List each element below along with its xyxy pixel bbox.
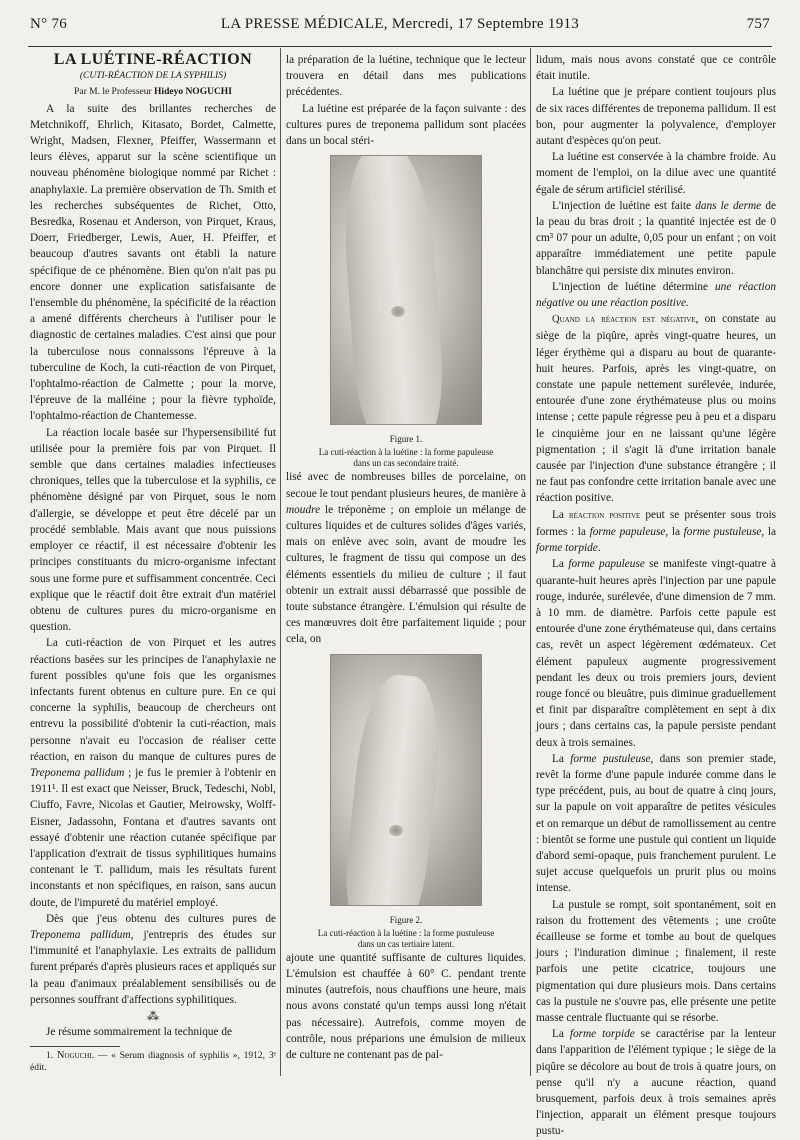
header-rule bbox=[28, 46, 772, 47]
paragraph: La pustule se rompt, soit spontanément, soit en raison du frottement des vêtements ; une croûte écailleuse se forme et tombe au bout de quelques jours ; l'induration diminue ; finalement, il reste parfois une petite cicatrice, toujours une pigmentation qui dure plusieurs mois. Dans certains cas la pustule ne s'ouvre pas, elle présente une petite masse centrale fluctuante qui se résorbe. bbox=[536, 898, 776, 1024]
figure-2-photo bbox=[330, 654, 482, 906]
author-name: Hideyo NOGUCHI bbox=[154, 87, 232, 98]
column-2 bbox=[286, 52, 526, 1063]
byline bbox=[30, 84, 276, 100]
paragraph: La réaction locale basée sur l'hypersensibilité fut utilisée pour la première fois par von Pirquet. Il semble que dans certaines maladies infectieuses chroniques, telles que la tuberculose et la syphilis, ce phénomène désigné par von Pirquet, sous le nom d'allergie, se développe et peut être décelé par un procédé semblable. Mais avant que nous puissions employer ce réactif, il est nécessaire d'obtenir les principes constituants du micro-organisme infectant sous une forme pure et suffisamment concentrée. Ceci explique que le réactif doit être extrait d'un matériel obtenu de cultures pures du micro-organisme en question. bbox=[30, 426, 276, 634]
column-divider bbox=[280, 48, 281, 1076]
issue-number: N° 76 bbox=[30, 16, 68, 32]
byline-prefix: Par M. le Professeur bbox=[74, 87, 152, 98]
paragraph: La luétine que je prépare contient toujours plus de six races différentes de treponema pallidum. Il est bon, pour augmenter la polyvalence, d'employer autant d'espèces qu'on peut. bbox=[536, 86, 776, 148]
page-number: 757 bbox=[746, 16, 770, 32]
paragraph: ajoute une quantité suffisante de cultures liquides. L'émulsion est chauffée à 60° C. pendant trente minutes (autrefois, nous chauffions une heure, mais nous avons constaté qu'un temps aussi long n'était pas nécessaire). Autrefois, comme moyen de contrôle, nous préparions une émulsion de milieux de culture ne contenant pas de pal- bbox=[286, 951, 526, 1062]
paragraph: La forme pustuleuse, dans son premier stade, revêt la forme d'une papule indurée comme dans le type précédent, puis, au bout de quatre à cinq jours, sur la papule on voit apparaître de petites vésicules et on remarque un début de ramollissement au centre : bientôt se forme une pustule qui contient un liquide d'abord semi-opaque, puis franchement purulent. Le sujet accuse quelquefois un prurit plus ou moins intense. bbox=[536, 752, 776, 895]
column-divider bbox=[530, 48, 531, 1076]
paragraph: La forme papuleuse se manifeste vingt-quatre à quarante-huit heures après l'injection par une papule rouge, indurée, surélevée, d'une dimension de 7 mm. à 10 mm. de diamètre. Parfois cette papule est entourée d'une zone érythémateuse qui, dans certains cas, revêt un aspect légèrement œdémateux. Cet élément papuleux augmente progressivement pendant les deux ou trois premiers jours, devient rouge foncé ou bleuâtre, puis diminue graduellement et finit par disparaître complètement en sept à dix jours ; dans certains cas, la papule persiste pendant deux à trois semaines. bbox=[536, 558, 776, 749]
article-subtitle: (CUTI-RÉACTION DE LA SYPHILIS) bbox=[79, 71, 227, 82]
figure-1-photo bbox=[330, 155, 482, 425]
footnote: 1. Noguchi. — « Serum diagnosis of syphilis », 1912, 3ᵉ édit. bbox=[30, 1050, 277, 1074]
figure-2 bbox=[286, 654, 526, 950]
column-1 bbox=[30, 52, 276, 1074]
paragraph: L'injection de luétine détermine une réaction négative ou une réaction positive. bbox=[536, 280, 776, 310]
paragraph: L'injection de luétine est faite dans le derme de la peau du bras droit ; la quantité injectée est de 0 cm³ 07 pour un adulte, 0,05 pour un enfant ; on voit apparaître immédiatement une petite papule blanchâtre qui persiste dix minutes environ. bbox=[536, 199, 777, 277]
article-title: LA LUÉTINE-RÉACTION bbox=[53, 51, 253, 68]
paragraph: La forme torpide se caractérise par la lenteur dans l'apparition de l'élément typique ; le siège de la piqûre se décolore au bout de trois à quatre jours, on pense qu'il n'y a aucune réaction, quand brusquement, parfois deux à trois semaines après l'injection, apparait un élément presque toujours pustu- bbox=[536, 1028, 776, 1138]
paragraph: La cuti-réaction de von Pirquet et les autres réactions basées sur les principes de l'anaphylaxie ne furent possibles qu'une fois que les organismes infectants furent obtenus en culture pure. En ce qui concerne la syphilis, beaucoup de chercheurs ont entrevu la possibilité d'obtenir la cuti-réaction, mais personne n'avait eu l'occasion de réaliser cette réaction, en raison du manque de cultures pures de Treponema pallidum ; je fus le premier à l'obtenir en 1911¹. Il est exact que Neisser, Bruck, Tedeschi, Nobl, Ciuffo, Favre, Nicolas et Gautier, Meirowsky, Wolff-Eisner, Jadassohn, Fontana et d'autres savants ont essayé d'obtenir une réaction cutanée spécifique par l'application d'extrait de tissus syphilitiques humains contenant le T. pallidum, mais les résultats furent inconstants et non spécifiques, en raison, sans aucun doute, de l'impureté du matériel employé. bbox=[30, 637, 276, 909]
paragraph: Dès que j'eus obtenu des cultures pures de Treponema pallidum, j'entrepris des études sur l'immunité et l'anaphylaxie. Les extraits de pallidum furent préparés d'après plusieurs races et appliqués sur la peau d'animaux préalablement sensibilisés ou de personnes souffrant d'affections syphilitiques. bbox=[30, 912, 276, 1006]
column-3 bbox=[536, 52, 776, 1140]
paragraph: lisé avec de nombreuses billes de porcelaine, on secoue le tout pendant plusieurs heures, de manière à moudre le tréponème ; on emploie un mélange de cultures liquides et de cultures solides d'âges variés, mais on enlève avec soin, avant de moudre les cultures, le fragment de tissu qui compose un des éléments essentiels du milieu de culture ; il faut obtenir un extrait aussi débarrassé que possible de toute substance étrangère. L'émulsion qui résulte de ces manœuvres doit être parfaitement liquide ; pour cela, on bbox=[286, 471, 526, 646]
journal-title: LA PRESSE MÉDICALE, Mercredi, 17 Septembre 1913 bbox=[220, 16, 580, 32]
figure-1-title: Figure 1. bbox=[389, 434, 423, 445]
figure-2-title: Figure 2. bbox=[389, 914, 423, 925]
footnote-rule bbox=[30, 1046, 120, 1047]
page-header bbox=[30, 16, 770, 36]
paragraph: Je résume sommairement la technique de bbox=[46, 1026, 233, 1039]
paragraph: Quand la réaction est négative, on constate au siège de la piqûre, après vingt-quatre heures, un léger érythème qui a disparu au bout de quarante-huit heures. Parfois, après les vingt-quatre, on constate une papule nettement surélevée, indurée, entourée d'une zone érythémateuse plus ou moins intense ; cette papule régresse peu à peu et a disparu le cinquième jour en ne laissant qu'une légère pigmentation ; il s'agit là d'une irritation banale causée par l'injection d'une substance étrangère ; il ne faut pas confondre cette irritation banale avec une réaction positive. bbox=[536, 313, 776, 505]
paragraph: lidum, mais nous avons constaté que ce contrôle était inutile. bbox=[536, 54, 776, 83]
figure-2-caption: La cuti-réaction à la luétine : la forme pustuleuse dans un cas tertiaire latent. bbox=[317, 927, 495, 949]
paragraph: A la suite des brillantes recherches de Metchnikoff, Ehrlich, Kitasato, Bordet, Calmette, Wright, Madsen, Flexner, Pfeiffer, Wassermann et leurs élèves, apparut sur la scène scientifique un nouveau phénomène biologique nommé par Richet : anaphylaxie. La première observation de Th. Smith et les recherches subséquentes de Richet, Otto, Besredka, Rosenau et Anderson, von Pirquet, Kraus, Doerr, Friedberger, Lewis, Auer, H. Pfeiffer, et beaucoup d'autres savants ont établi la nature spécifique de ce phénomène. Bien qu'on n'ait pas pu encore donner une explication satisfaisante de l'ensemble du phénomène, la spécificité de la réaction a amené différents chercheurs à l'utiliser pour le diagnostic de certaines maladies. C'est ainsi que pour la tuberculose nous connaissons l'épreuve à la tuberculine de Koch, la cuti-réaction de von Pirquet, l'ophtalmo-réaction de Calmette ; pour la morve, l'épreuve de la malléine ; pour la fièvre typhoïde, l'ophtalmo-réaction de Chantemesse. bbox=[30, 102, 276, 423]
paragraph: la préparation de la luétine, technique que le lecteur trouvera en détail dans mes publications précédentes. bbox=[286, 54, 526, 99]
figure-1-caption: La cuti-réaction à la luétine : la forme papuleuse dans un cas secondaire traité. bbox=[318, 447, 494, 469]
paragraph: La luétine est préparée de la façon suivante : des cultures pures de treponema pallidum sont placées dans un bocal stéri- bbox=[286, 102, 526, 148]
section-separator: ⁂ bbox=[147, 1008, 159, 1023]
paragraph: La réaction positive peut se présenter sous trois formes : la forme papuleuse, la forme pustuleuse, la forme torpide. bbox=[536, 508, 776, 555]
paragraph: La luétine est conservée à la chambre froide. Au moment de l'emploi, on la dilue avec une quantité égale de sérum artificiel stérilisé. bbox=[536, 151, 776, 196]
figure-1 bbox=[286, 155, 526, 469]
